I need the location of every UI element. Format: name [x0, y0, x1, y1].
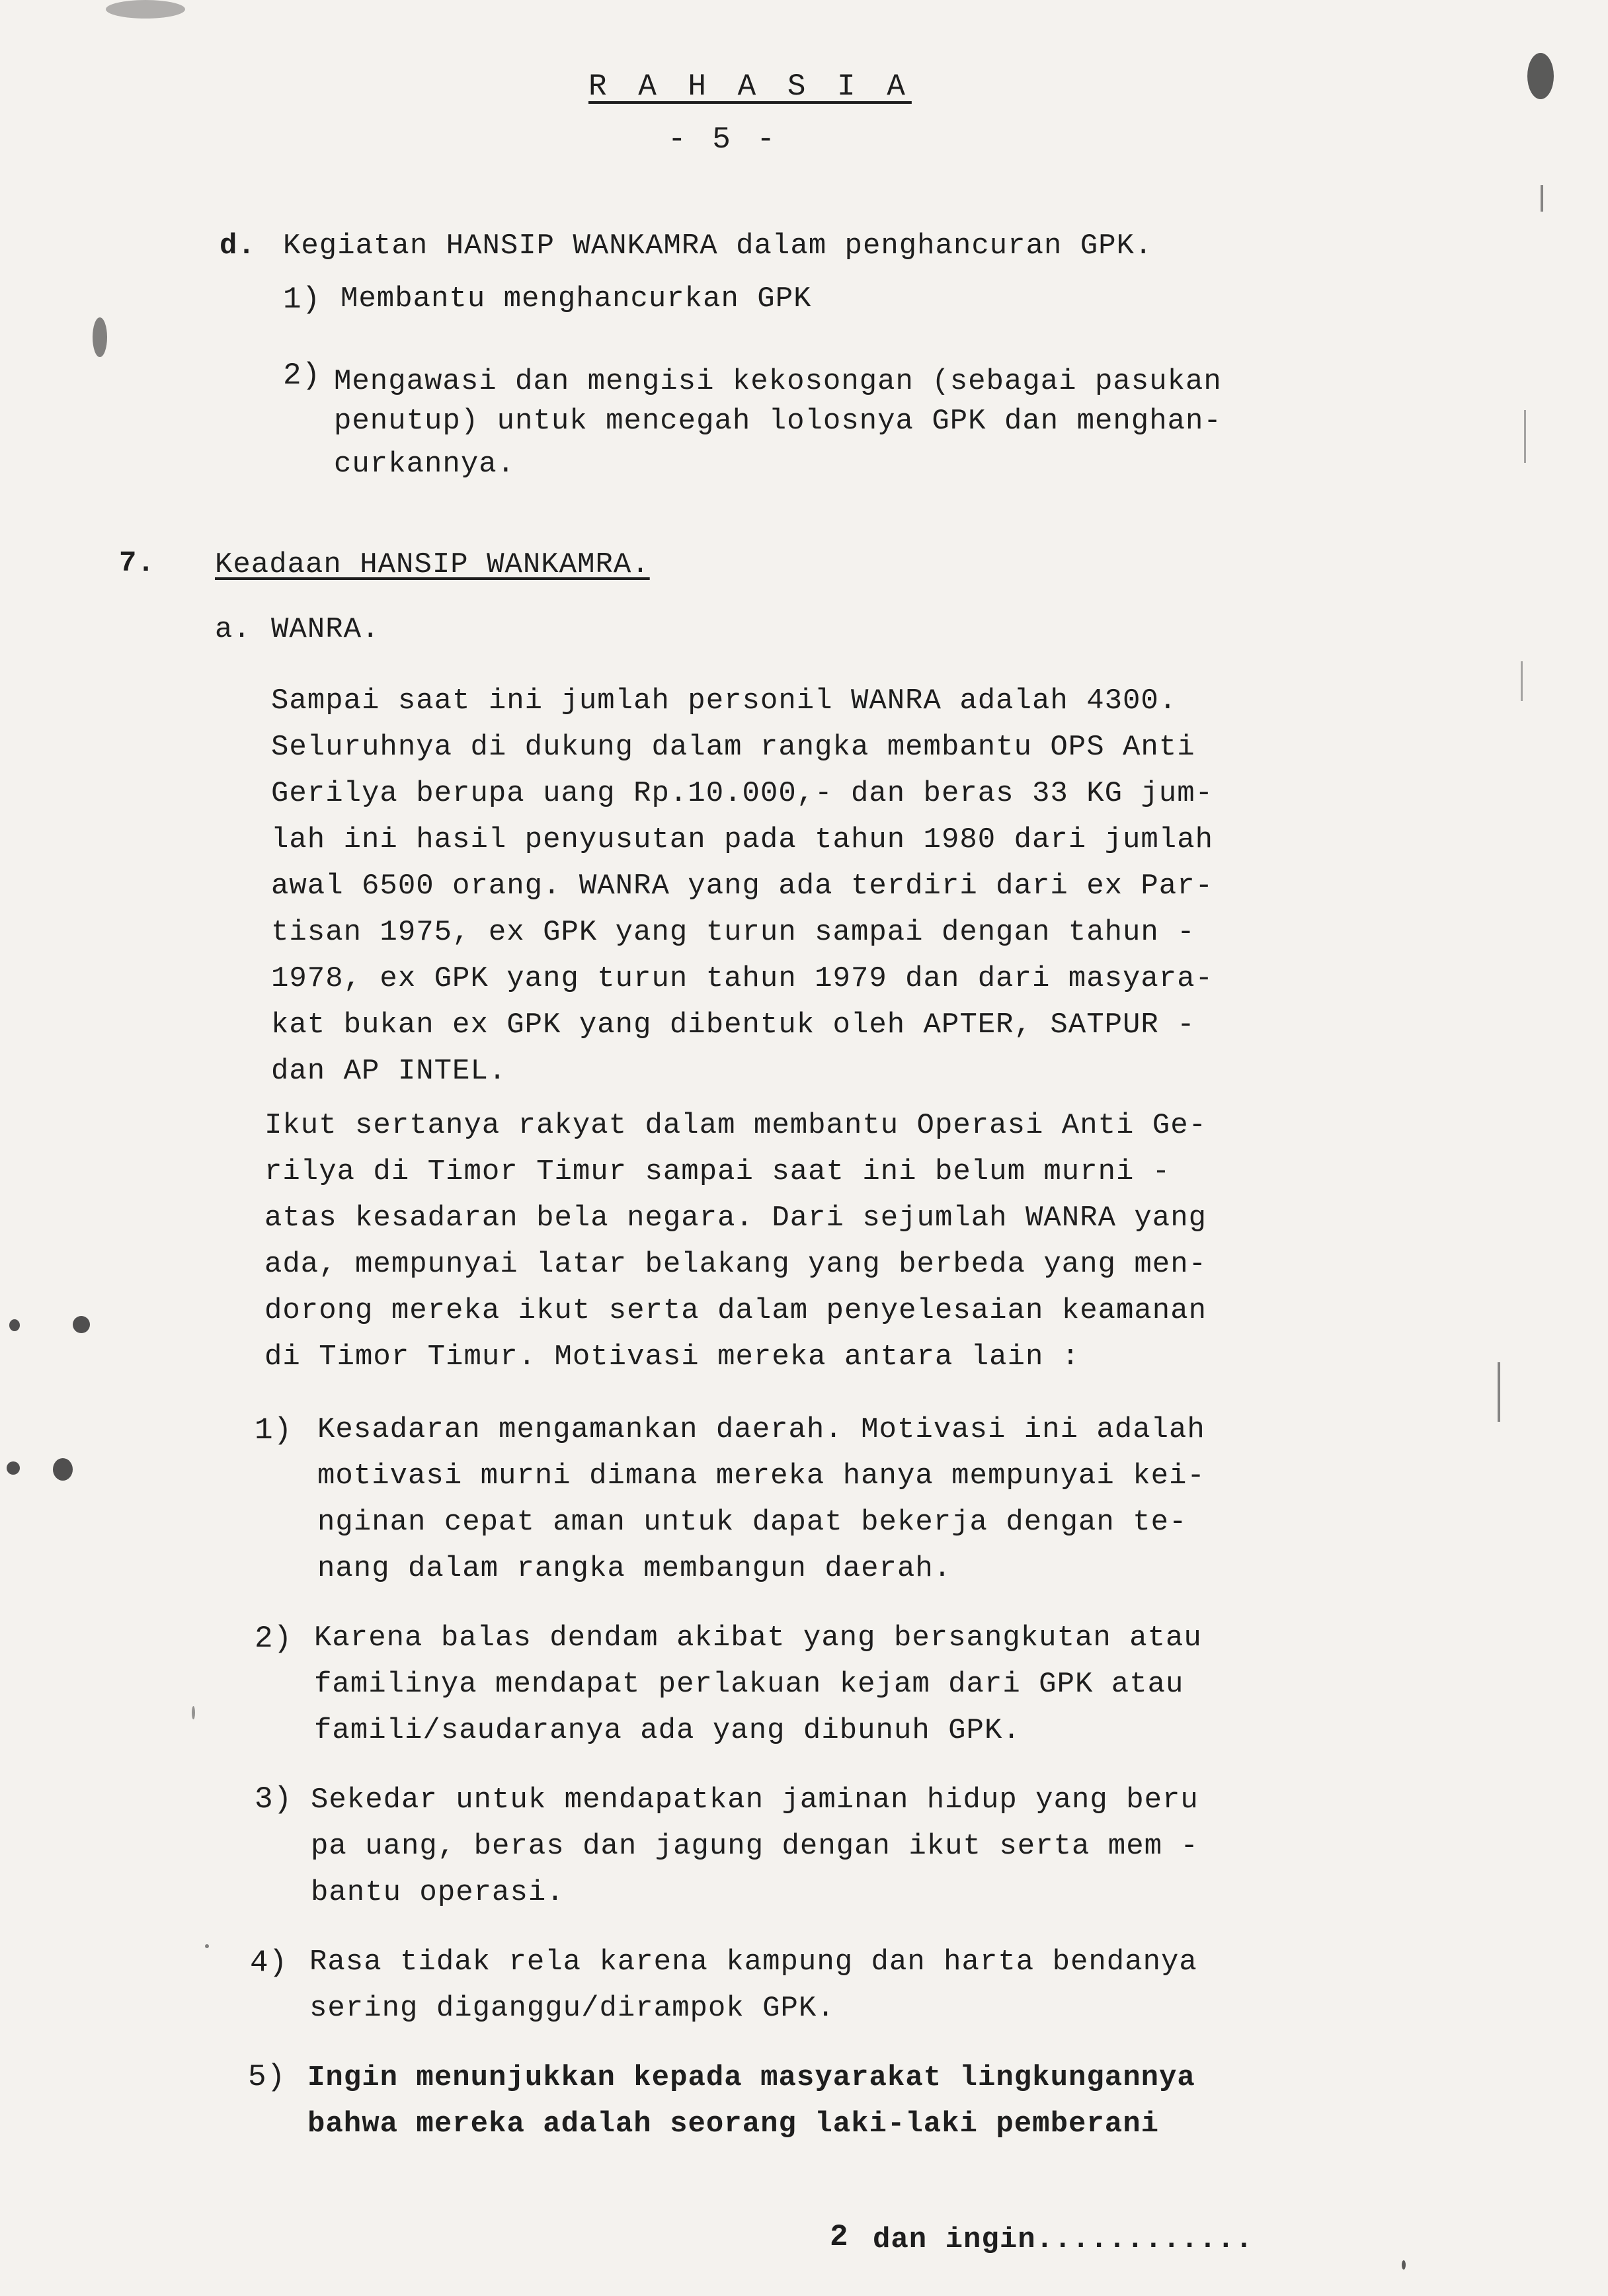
- section-7-title: Keadaan HANSIP WANKAMRA.: [215, 548, 650, 581]
- motivation-1-line-1: Kesadaran mengamankan daerah. Motivasi ini adalah: [317, 1413, 1205, 1446]
- motivation-4-line-1: Rasa tidak rela karena kampung dan harta bendanya: [309, 1946, 1197, 1979]
- motivation-5-num: 5): [248, 2060, 286, 2094]
- scan-smudge: [1527, 53, 1554, 99]
- section-d-title: Kegiatan HANSIP WANKAMRA dalam penghancuran GPK.: [283, 229, 1153, 263]
- section-d-item-2-num: 2): [283, 358, 321, 393]
- para2-line-1: Ikut sertanya rakyat dalam membantu Operasi Anti Ge-: [264, 1109, 1207, 1142]
- section-d-item-1-num: 1): [283, 282, 321, 317]
- section-d-item-2-line-3: curkannya.: [334, 448, 516, 481]
- para1-line-2: Seluruhnya di dukung dalam rangka membantu OPS Anti: [271, 731, 1195, 764]
- scan-smudge: [1402, 2260, 1406, 2270]
- subsection-a-label: a.: [215, 613, 251, 646]
- motivation-2-num: 2): [255, 1621, 293, 1656]
- para1-line-4: lah ini hasil penyusutan pada tahun 1980 dari jumlah: [271, 823, 1214, 856]
- motivation-1-num: 1): [255, 1413, 293, 1448]
- subsection-a-title: WANRA.: [271, 613, 380, 646]
- scan-edge-mark: [1524, 410, 1526, 463]
- scan-edge-mark: [1521, 661, 1523, 701]
- para1-line-5: awal 6500 orang. WANRA yang ada terdiri dari ex Par-: [271, 870, 1214, 903]
- para1-line-1: Sampai saat ini jumlah personil WANRA adalah 4300.: [271, 684, 1178, 718]
- section-d-item-1-line-1: Membantu menghancurkan GPK: [341, 282, 812, 315]
- scan-smudge: [7, 1461, 20, 1475]
- footer-continuation: dan ingin............: [873, 2223, 1254, 2256]
- motivation-1-line-4: nang dalam rangka membangun daerah.: [317, 1552, 952, 1585]
- motivation-1-line-2: motivasi murni dimana mereka hanya mempunyai kei-: [317, 1459, 1205, 1493]
- scan-smudge: [93, 317, 107, 357]
- motivation-5-line-1: Ingin menunjukkan kepada masyarakat lingkungannya: [307, 2061, 1195, 2094]
- motivation-2-line-3: famili/saudaranya ada yang dibunuh GPK.: [314, 1714, 1021, 1747]
- motivation-3-line-2: pa uang, beras dan jagung dengan ikut serta mem -: [311, 1830, 1199, 1863]
- para2-line-2: rilya di Timor Timur sampai saat ini belum murni -: [264, 1155, 1171, 1188]
- section-d-item-2-line-2: penutup) untuk mencegah lolosnya GPK dan menghan-: [334, 405, 1222, 438]
- motivation-2-line-1: Karena balas dendam akibat yang bersangkutan atau: [314, 1621, 1202, 1655]
- motivation-3-line-3: bantu operasi.: [311, 1876, 565, 1909]
- motivation-3-line-1: Sekedar untuk mendapatkan jaminan hidup yang beru: [311, 1784, 1199, 1817]
- scan-smudge: [73, 1316, 90, 1333]
- scan-smudge: [53, 1458, 73, 1481]
- motivation-2-line-2: familinya mendapat perlakuan kejam dari GPK atau: [314, 1668, 1184, 1701]
- footer-mark: 2: [830, 2220, 849, 2254]
- motivation-1-line-3: nginan cepat aman untuk dapat bekerja dengan te-: [317, 1506, 1187, 1539]
- scan-smudge: [192, 1706, 195, 1719]
- para1-line-8: kat bukan ex GPK yang dibentuk oleh APTER, SATPUR -: [271, 1008, 1195, 1042]
- para1-line-7: 1978, ex GPK yang turun tahun 1979 dan dari masyara-: [271, 962, 1214, 995]
- page-number: - 5 -: [668, 122, 780, 157]
- para2-line-3: atas kesadaran bela negara. Dari sejumlah WANRA yang: [264, 1202, 1207, 1235]
- para1-line-3: Gerilya berupa uang Rp.10.000,- dan beras 33 KG jum-: [271, 777, 1214, 810]
- motivation-4-line-2: sering diganggu/dirampok GPK.: [309, 1992, 835, 2025]
- para2-line-6: di Timor Timur. Motivasi mereka antara lain :: [264, 1340, 1080, 1374]
- classification-header: R A H A S I A: [588, 69, 912, 104]
- scan-smudge: [205, 1944, 209, 1948]
- para2-line-5: dorong mereka ikut serta dalam penyelesaian keamanan: [264, 1294, 1207, 1327]
- para1-line-6: tisan 1975, ex GPK yang turun sampai dengan tahun -: [271, 916, 1195, 949]
- scan-smudge: [9, 1319, 20, 1331]
- scan-edge-mark: [1498, 1362, 1500, 1422]
- section-d-label: d.: [220, 229, 256, 263]
- para2-line-4: ada, mempunyai latar belakang yang berbeda yang men-: [264, 1248, 1207, 1281]
- motivation-4-num: 4): [250, 1946, 288, 1980]
- scan-smudge: [106, 0, 185, 19]
- scan-edge-mark: [1541, 185, 1543, 212]
- motivation-5-line-2: bahwa mereka adalah seorang laki-laki pemberani: [307, 2108, 1160, 2141]
- section-d-item-2-line-1: Mengawasi dan mengisi kekosongan (sebagai pasukan: [334, 365, 1222, 398]
- section-7-label: 7.: [119, 547, 155, 580]
- motivation-3-num: 3): [255, 1782, 293, 1817]
- para1-line-9: dan AP INTEL.: [271, 1055, 507, 1088]
